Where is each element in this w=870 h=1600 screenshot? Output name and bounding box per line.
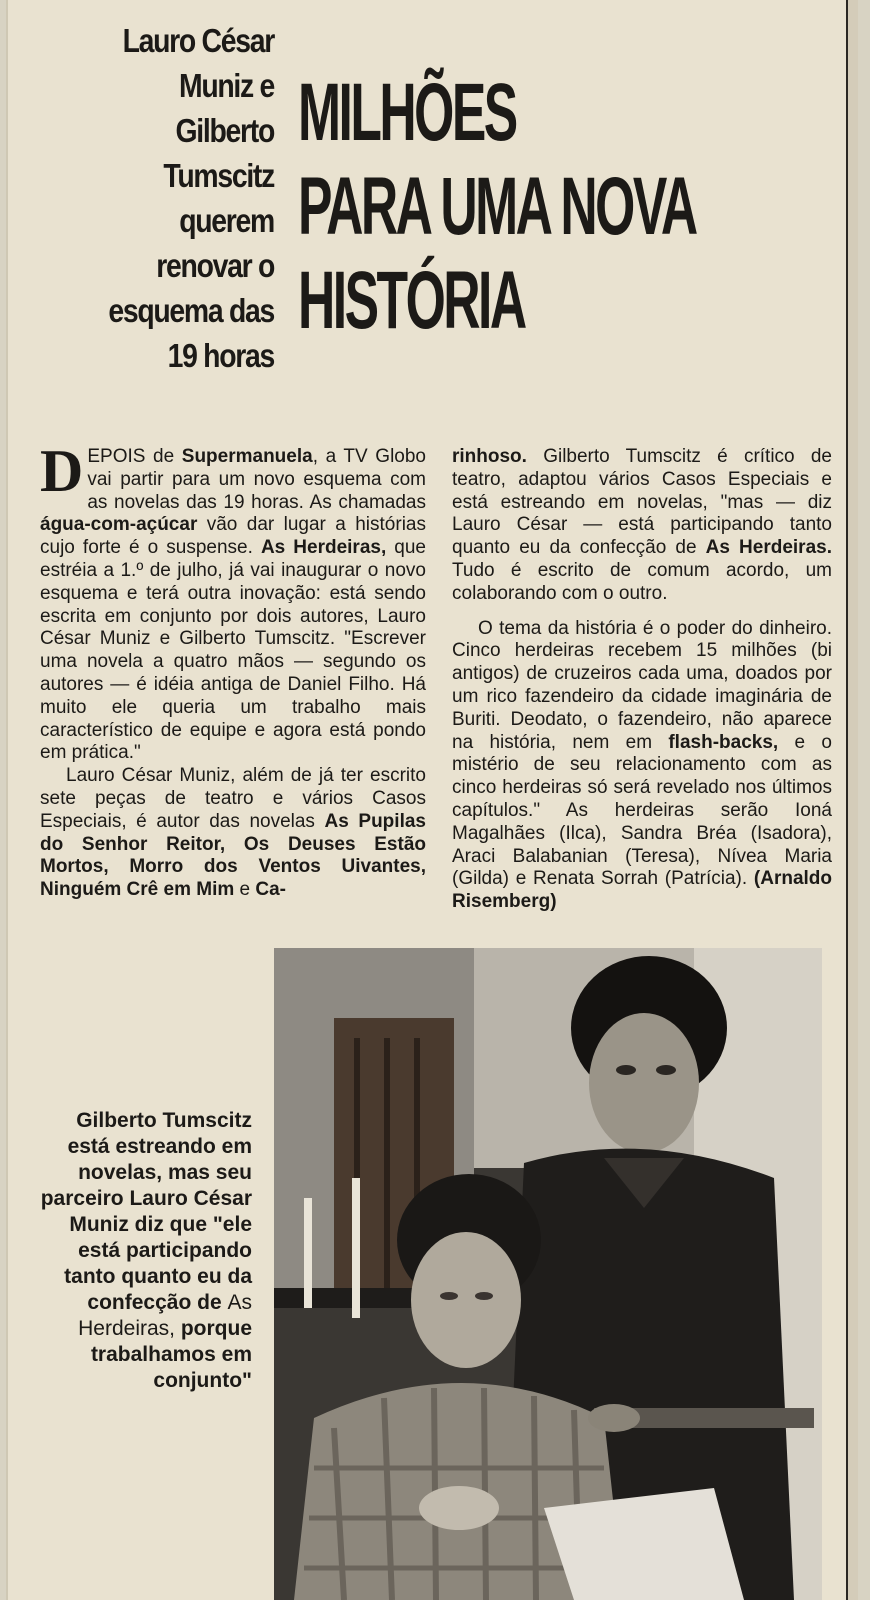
- body-bold: (Arnaldo Risemberg): [452, 868, 832, 913]
- article-deck: [71, 18, 274, 378]
- body-text: e o mistério de seu relacionamento com as cinco herdeiras só será revelado nos últimos capítulos." As herdeiras serão Ioná Magalhães (Ilca), Sandra Bréa (Isadora), Araci Balabanian (Teresa), Nívea Maria (Gilda) e Renata Sorrah (Patrícia).: [452, 731, 832, 890]
- body-bold: flash-backs,: [668, 731, 779, 753]
- caption-title: As Herdeiras,: [78, 1291, 252, 1340]
- headline-line: MILHÕES: [298, 67, 516, 158]
- deck-line: Tumscitz: [163, 157, 274, 194]
- body-bold: As Herdeiras,: [260, 537, 387, 559]
- body-bold: As Pupilas do Senhor Reitor, Os Deuses Estão Mortos, Morro dos Ventos Uivantes, Ninguém Crê em Mim: [40, 810, 426, 901]
- magazine-page: [6, 0, 858, 1600]
- body-text: , a TV Globo vai partir para um novo esquema com as novelas das 19 horas. As chamadas: [87, 446, 426, 513]
- headline-line: HISTÓRIA: [298, 255, 525, 346]
- body-text: Tudo é escrito de comum acordo, um colaborando com o outro.: [452, 559, 832, 604]
- deck-line: esquema das: [108, 292, 274, 329]
- caption-text: Gilberto Tumscitz está estreando em novelas, mas seu parceiro Lauro César Muniz diz que "ele está participando tanto quanto eu da confecção de: [40, 1109, 252, 1314]
- body-text: EPOIS de: [87, 446, 182, 467]
- body-bold: água-com-açúcar: [40, 514, 198, 536]
- deck-line: Gilberto: [175, 112, 274, 149]
- deck-line: renovar o: [156, 247, 274, 284]
- paragraph: [40, 765, 426, 902]
- photo-illustration: [274, 948, 822, 1600]
- deck-line: Lauro César: [122, 22, 274, 59]
- deck-line: Muniz e: [178, 67, 274, 104]
- article-column-left: [40, 438, 426, 902]
- adjacent-page-edge: [848, 0, 858, 1600]
- deck-line: querem: [179, 202, 274, 239]
- paragraph: [40, 438, 426, 765]
- body-bold: rinhoso.: [452, 446, 527, 467]
- body-bold: Supermanuela: [181, 446, 313, 467]
- photo-two-men-icon: [274, 948, 822, 1600]
- headline-line: PARA UMA NOVA: [298, 161, 696, 252]
- photo-caption: [38, 1108, 252, 1394]
- body-text: Gilberto Tumscitz é crítico de teatro, adaptou vários Casos Especiais e está estreando em novelas, "mas — diz Lauro César — está participando tanto quanto eu da confecção de: [452, 446, 832, 559]
- body-text: que estréia a 1.º de julho, já vai inaugurar o novo esquema e terá outra inovação: está sendo escrita em conjunto por dois autores, Lauro César Muniz e Gilberto Tumscitz. "Escrever uma novela a quatro mãos — segundo os autores — é idéia antiga de Daniel Filho. Há muito ele queria um trabalho mais característico de equipe e agora está pondo em prática.": [40, 537, 426, 764]
- caption-text: porque trabalhamos em conjunto": [90, 1317, 252, 1392]
- drop-cap: D: [40, 438, 84, 504]
- paragraph: [452, 618, 832, 914]
- article-column-right: [452, 446, 832, 914]
- article-headline: [298, 66, 696, 348]
- body-bold: Ca-: [255, 879, 287, 901]
- paragraph: [452, 446, 832, 606]
- body-text: vão dar lugar a histórias cujo forte é o suspense.: [40, 514, 426, 559]
- deck-line: 19 horas: [167, 337, 274, 374]
- body-text: e: [234, 879, 256, 901]
- body-text: O tema da história é o poder do dinheiro. Cinco herdeiras recebem 15 milhões (bi antigos) de cruzeiros cada uma, doados por um rico fazendeiro da cidade imaginária de Buriti. Deodato, o fazendeiro, não aparece na história, nem em: [452, 617, 832, 753]
- body-text: Lauro César Muniz, além de já ter escrito sete peças de teatro e vários Casos Especiais, é autor das novelas: [40, 765, 426, 832]
- body-bold: As Herdeiras.: [705, 537, 832, 559]
